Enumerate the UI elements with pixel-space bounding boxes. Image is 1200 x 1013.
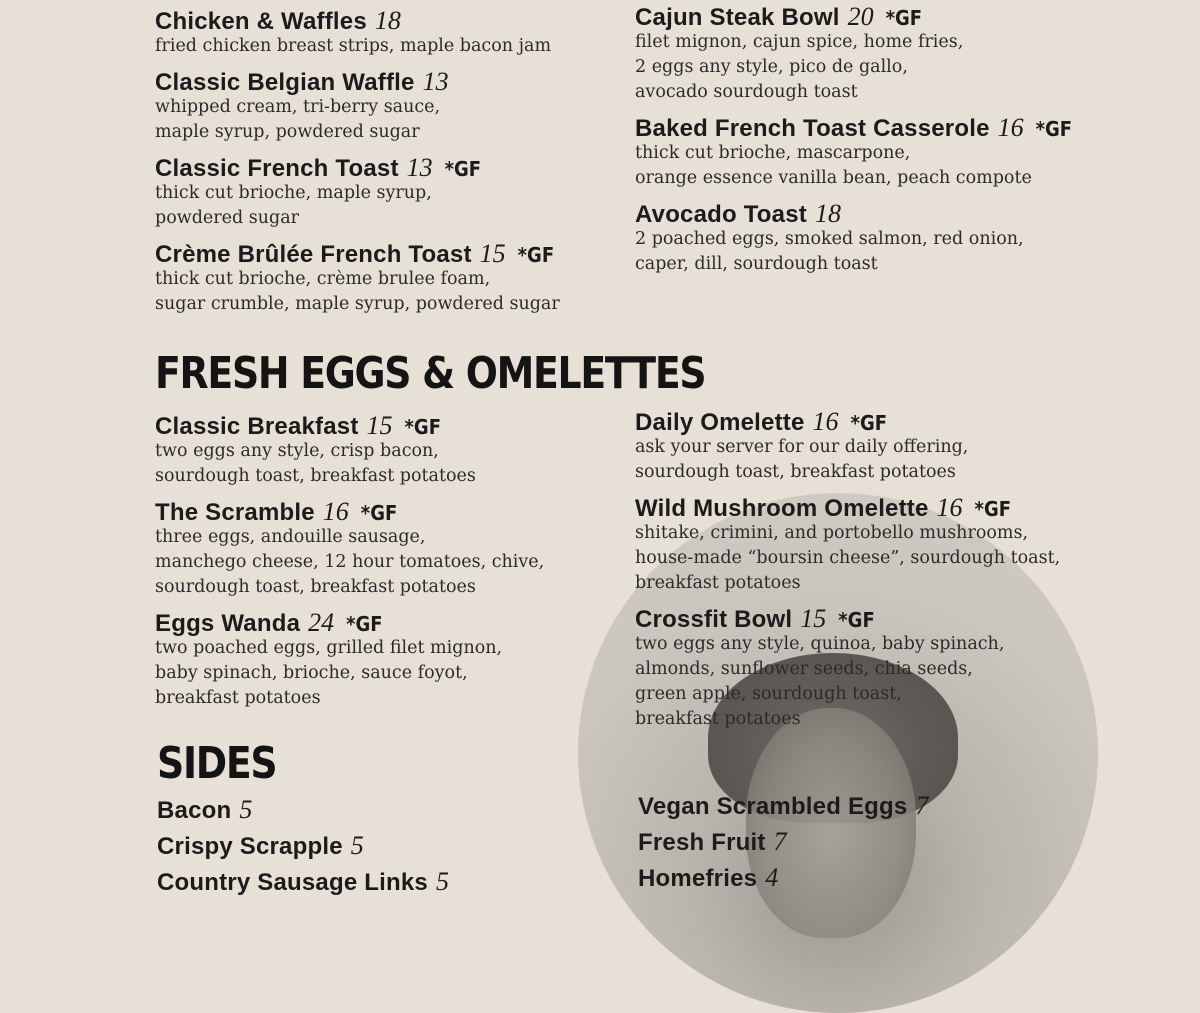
description-line: house-made “boursin cheese”, sourdough toast, — [635, 548, 1061, 568]
side-item-price: 7 — [915, 791, 929, 820]
description-line: thick cut brioche, mascarpone, — [635, 143, 911, 163]
menu-item — [155, 241, 560, 317]
side-item — [638, 826, 928, 862]
description-line: manchego cheese, 12 hour tomatoes, chive, — [155, 552, 545, 572]
menu-item — [155, 69, 560, 145]
description-line: sourdough toast, breakfast potatoes — [635, 462, 956, 482]
description-line: ask your server for our daily offering, — [635, 437, 969, 457]
menu-item-price: 16 — [812, 407, 839, 436]
description-line: two eggs any style, quinoa, baby spinach, — [635, 634, 1005, 654]
description-line: thick cut brioche, maple syrup, — [155, 183, 432, 203]
side-item-name: Bacon — [157, 797, 232, 824]
menu-item-price: 13 — [422, 67, 449, 96]
menu-item — [155, 8, 560, 59]
menu-item-price: 15 — [800, 604, 827, 633]
side-item — [638, 790, 928, 826]
side-item — [157, 830, 449, 866]
menu-item-header — [635, 606, 1060, 632]
menu-item-price: 16 — [322, 497, 349, 526]
description-line: breakfast potatoes — [635, 573, 801, 593]
side-item-name: Homefries — [638, 865, 758, 892]
menu-item-price: 15 — [479, 239, 506, 268]
menu-item-name: Crossfit Bowl — [635, 606, 793, 633]
menu-item-header — [155, 499, 544, 525]
menu-item-header — [155, 241, 560, 267]
right-top-items — [635, 4, 1072, 277]
menu-item-description — [635, 435, 1060, 485]
description-line: whipped cream, tri-berry sauce, — [155, 97, 441, 117]
sides-left-items — [157, 794, 449, 902]
menu-item-description — [635, 632, 1060, 732]
menu-item-description — [635, 227, 1072, 277]
side-item-name: Country Sausage Links — [157, 869, 428, 896]
description-line: green apple, sourdough toast, — [635, 684, 902, 704]
menu-item-header — [635, 201, 1072, 227]
gluten-free-badge: *GF — [838, 608, 875, 632]
description-line: 2 eggs any style, pico de gallo, — [635, 57, 908, 77]
gluten-free-badge: *GF — [444, 157, 482, 181]
menu-item-name: Chicken & Waffles — [155, 8, 367, 35]
menu-item — [635, 201, 1072, 277]
menu-item-price: 16 — [936, 493, 963, 522]
menu-item-price: 24 — [308, 608, 335, 637]
eggs-right-items — [635, 409, 1060, 732]
menu-item — [635, 4, 1072, 105]
description-line: fried chicken breast strips, maple bacon jam — [155, 36, 552, 56]
description-line: breakfast potatoes — [635, 709, 801, 729]
side-item-price: 7 — [773, 827, 787, 856]
description-line: two poached eggs, grilled filet mignon, — [155, 638, 503, 658]
side-item — [638, 862, 928, 898]
gluten-free-badge: *GF — [1035, 117, 1073, 141]
menu-item-description — [155, 525, 544, 600]
sides-section-title: SIDES — [157, 738, 277, 789]
menu-item-description — [155, 181, 560, 231]
menu-item — [635, 409, 1060, 485]
menu-item-name: Wild Mushroom Omelette — [635, 495, 929, 522]
side-item — [157, 866, 449, 902]
menu-item — [635, 495, 1060, 596]
description-line: sourdough toast, breakfast potatoes — [155, 466, 476, 486]
description-line: orange essence vanilla bean, peach compote — [635, 168, 1032, 188]
menu-item-description — [155, 95, 560, 145]
side-item-price: 5 — [239, 795, 253, 824]
menu-item-header — [635, 409, 1060, 435]
menu-item-name: Classic Breakfast — [155, 413, 359, 440]
side-item-price: 5 — [350, 831, 364, 860]
menu-item-header — [635, 4, 1072, 30]
gluten-free-badge: *GF — [885, 6, 923, 30]
description-line: 2 poached eggs, smoked salmon, red onion, — [635, 229, 1024, 249]
menu-item-price: 18 — [374, 6, 401, 35]
menu-item-name: Avocado Toast — [635, 201, 807, 228]
menu-item-description — [155, 267, 560, 317]
gluten-free-badge: *GF — [346, 612, 383, 636]
side-item-price: 5 — [435, 867, 449, 896]
menu-item-header — [155, 413, 544, 439]
description-line: almonds, sunflower seeds, chia seeds, — [635, 659, 973, 679]
menu-item — [155, 610, 544, 711]
menu-item-description — [155, 439, 544, 489]
menu-item-header — [155, 8, 560, 34]
menu-item-description — [635, 521, 1060, 596]
eggs-section-title: FRESH EGGS & OMELETTES — [155, 348, 706, 399]
description-line: filet mignon, cajun spice, home fries, — [635, 32, 964, 52]
menu-item — [155, 413, 544, 489]
gluten-free-badge: *GF — [404, 415, 441, 439]
menu-item-header — [155, 155, 560, 181]
description-line: sourdough toast, breakfast potatoes — [155, 577, 476, 597]
menu-item-price: 13 — [406, 153, 433, 182]
side-item-name: Fresh Fruit — [638, 829, 766, 856]
description-line: sugar crumble, maple syrup, powdered sugar — [155, 294, 560, 314]
side-item — [157, 794, 449, 830]
gluten-free-badge: *GF — [850, 411, 888, 435]
gluten-free-badge: *GF — [360, 501, 398, 525]
description-line: avocado sourdough toast — [635, 82, 858, 102]
menu-item-header — [635, 495, 1060, 521]
menu-item-name: Baked French Toast Casserole — [635, 115, 990, 142]
side-item-price: 4 — [765, 863, 779, 892]
gluten-free-badge: *GF — [517, 243, 555, 267]
description-line: breakfast potatoes — [155, 688, 321, 708]
menu-item-price: 16 — [997, 113, 1024, 142]
menu-item-name: Classic Belgian Waffle — [155, 69, 415, 96]
sides-right-items — [638, 790, 928, 898]
menu-item-description — [635, 141, 1072, 191]
menu-item-name: Classic French Toast — [155, 155, 399, 182]
description-line: thick cut brioche, crème brulee foam, — [155, 269, 491, 289]
menu-item-description — [635, 30, 1072, 105]
side-item-name: Crispy Scrapple — [157, 833, 343, 860]
menu-item — [635, 115, 1072, 191]
menu-item-description — [155, 636, 544, 711]
menu-item — [155, 499, 544, 600]
menu-item-name: Daily Omelette — [635, 409, 805, 436]
menu-item-name: Eggs Wanda — [155, 610, 301, 637]
menu-item-name: Crème Brûlée French Toast — [155, 241, 472, 268]
description-line: two eggs any style, crisp bacon, — [155, 441, 439, 461]
description-line: caper, dill, sourdough toast — [635, 254, 878, 274]
gluten-free-badge: *GF — [974, 497, 1012, 521]
menu-item-header — [155, 69, 560, 95]
left-top-items — [155, 8, 560, 317]
description-line: shitake, crimini, and portobello mushrooms, — [635, 523, 1029, 543]
menu-item-header — [155, 610, 544, 636]
description-line: powdered sugar — [155, 208, 300, 228]
description-line: three eggs, andouille sausage, — [155, 527, 426, 547]
menu-item-price: 18 — [814, 199, 841, 228]
menu-item-header — [635, 115, 1072, 141]
menu-item-price: 15 — [366, 411, 393, 440]
menu-item-price: 20 — [847, 2, 874, 31]
menu-item — [155, 155, 560, 231]
menu-item-name: The Scramble — [155, 499, 315, 526]
description-line: baby spinach, brioche, sauce foyot, — [155, 663, 468, 683]
side-item-name: Vegan Scrambled Eggs — [638, 793, 908, 820]
menu-item — [635, 606, 1060, 732]
eggs-left-items — [155, 413, 544, 711]
menu-item-name: Cajun Steak Bowl — [635, 4, 840, 31]
description-line: maple syrup, powdered sugar — [155, 122, 420, 142]
menu-item-description — [155, 34, 560, 59]
